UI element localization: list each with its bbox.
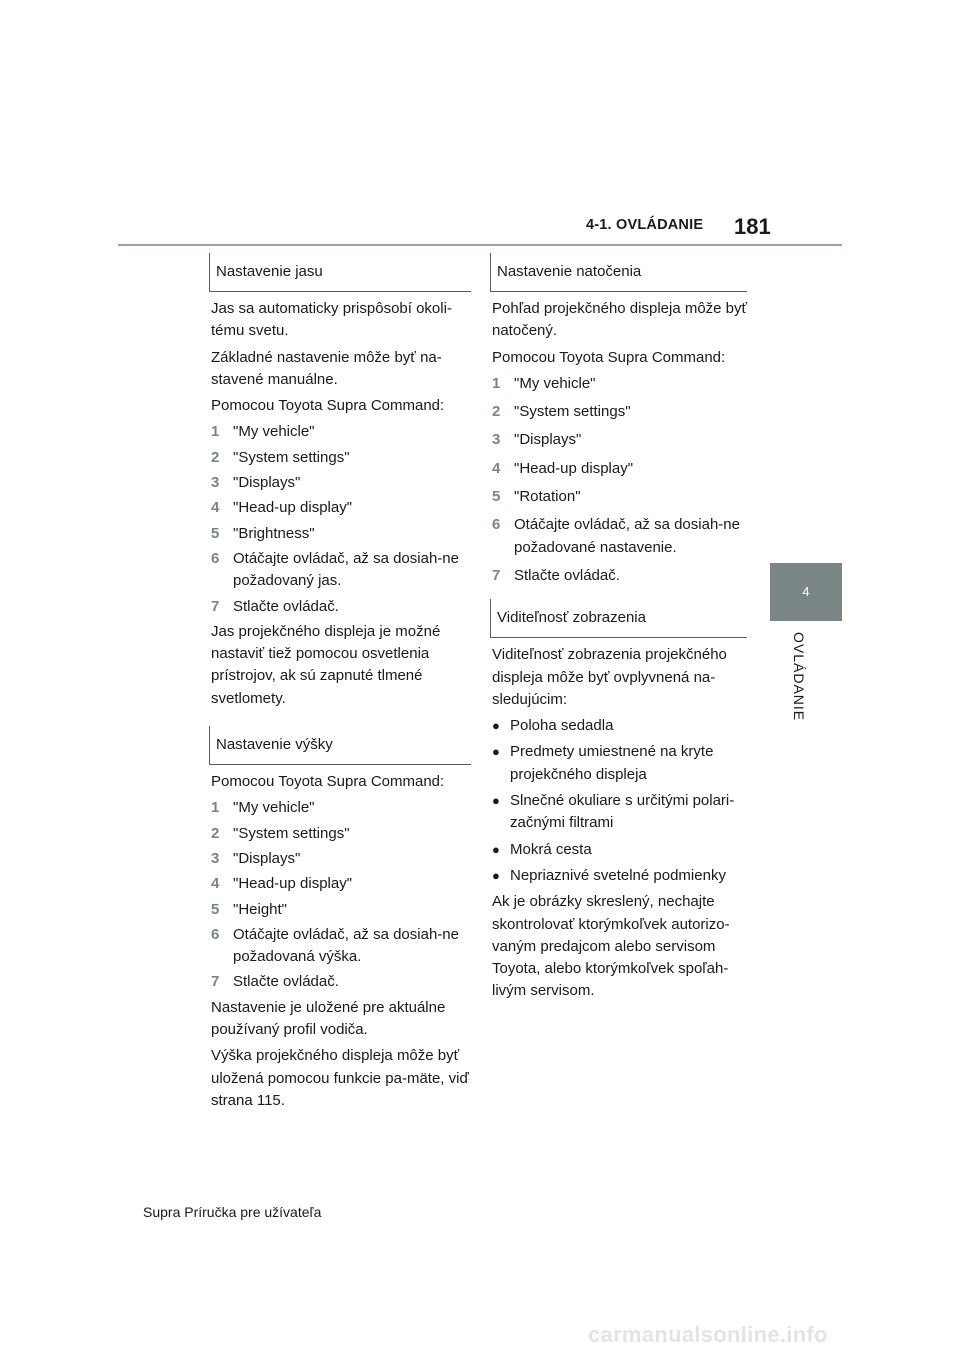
page-number: 181 (734, 214, 771, 239)
step-item (211, 523, 471, 545)
step-item (492, 429, 752, 451)
step-number: 3 (211, 474, 220, 492)
paragraph: Jas projekčného displeja je možné nastaviť tiež pomocou osvetlenia prístrojov, ak sú zapnuté tlmené svetlomety. (211, 622, 441, 707)
step-item (211, 447, 471, 469)
step-item (211, 899, 471, 921)
step-item (211, 497, 471, 519)
bullet-dot-icon: ● (492, 718, 500, 734)
paragraph: Výška projekčného displeja môže byť uložená pomocou funkcie pa-mäte, viď strana 115. (211, 1047, 469, 1109)
step-number: 5 (211, 900, 220, 918)
bullet-dot-icon: ● (492, 867, 500, 883)
step-text: "System settings" (233, 448, 350, 466)
bullet-dot-icon: ● (492, 793, 500, 809)
step-text: "My vehicle" (233, 799, 315, 817)
step-text: Stlačte ovládač. (233, 973, 339, 991)
step-number: 4 (211, 499, 220, 517)
step-item (492, 486, 752, 508)
step-item (211, 873, 471, 895)
step-text: Otáčajte ovládač, až sa dosiah-ne požadovaná výška. (233, 925, 459, 966)
step-text: "Rotation" (514, 488, 581, 506)
step-text: Otáčajte ovládač, až sa dosiah-ne požadované nastavenie. (514, 516, 740, 556)
step-text: Stlačte ovládač. (233, 597, 339, 615)
chapter-title: 4-1. OVLÁDANIE (586, 217, 704, 233)
step-item (211, 797, 471, 819)
step-text: "Head-up display" (233, 875, 353, 893)
step-number: 1 (211, 423, 220, 441)
step-text: "Head-up display" (514, 459, 634, 477)
step-list (211, 421, 471, 617)
header-rule (118, 244, 842, 246)
section-heading-rotation: Nastavenie natočenia (490, 253, 747, 292)
step-number: 4 (211, 875, 220, 893)
step-number: 7 (492, 566, 501, 584)
step-text: "Displays" (233, 849, 301, 867)
bullet-item (492, 715, 752, 737)
step-number: 4 (492, 459, 501, 477)
chapter-side-label: OVLÁDANIE (791, 632, 807, 722)
step-number: 2 (492, 403, 501, 421)
step-item (211, 596, 471, 618)
step-number: 6 (492, 516, 501, 534)
bullet-item (492, 865, 752, 887)
step-number: 2 (211, 448, 220, 466)
step-number: 6 (211, 925, 220, 943)
step-number: 5 (492, 488, 501, 506)
step-number: 7 (211, 597, 220, 615)
step-text: Otáčajte ovládač, až sa dosiah-ne požadovaný jas. (233, 549, 459, 590)
step-item (492, 565, 752, 587)
step-item (211, 848, 471, 870)
bullet-dot-icon: ● (492, 744, 500, 760)
bullet-text: Poloha sedadla (510, 717, 614, 735)
step-list (492, 373, 752, 587)
step-number: 1 (492, 374, 501, 392)
bullet-text: Slnečné okuliare s určitými polari-začnými filtrami (510, 792, 735, 832)
paragraph: Viditeľnosť zobrazenia projekčného displeja môže byť ovplyvnená na-sledujúcim: (492, 646, 727, 708)
bullet-item (492, 741, 752, 786)
step-number: 2 (211, 824, 220, 842)
bullet-text: Predmety umiestnené na kryte projekčného displeja (510, 743, 714, 783)
step-item (492, 373, 752, 395)
step-number: 7 (211, 973, 220, 991)
step-list (211, 797, 471, 993)
paragraph: Ak je obrázky skreslený, nechajte skontrolovať ktorýmkoľvek autorizo-vaným predajcom alebo servisom Toyota, alebo ktorýmkoľvek spoľah-livým servisom. (492, 893, 730, 1000)
section-heading-brightness: Nastavenie jasu (209, 253, 471, 292)
paragraph: Základné nastavenie môže byť na-stavené manuálne. (211, 348, 442, 388)
step-text: "My vehicle" (514, 374, 596, 392)
step-text: "Displays" (233, 474, 301, 492)
step-text: "Displays" (514, 431, 582, 449)
paragraph: Nastavenie je uložené pre aktuálne používaný profil vodiča. (211, 998, 446, 1039)
step-number: 3 (211, 849, 220, 867)
bullet-item (492, 790, 752, 835)
paragraph: Pomocou Toyota Supra Command: (211, 397, 445, 415)
left-column (211, 253, 471, 1116)
paragraph: Pomocou Toyota Supra Command: (211, 773, 445, 791)
step-item (211, 823, 471, 845)
bullet-item (492, 839, 752, 861)
step-item (211, 421, 471, 443)
step-item (211, 971, 471, 993)
step-number: 1 (211, 799, 220, 817)
step-item (211, 472, 471, 494)
paragraph: Pohľad projekčného displeja môže byť natočený. (492, 300, 748, 340)
step-number: 5 (211, 524, 220, 542)
footer-text: Supra Príručka pre užívateľa (143, 1204, 322, 1220)
bullet-list (492, 715, 752, 887)
step-item (211, 924, 471, 969)
step-item (211, 548, 471, 593)
step-item (492, 458, 752, 480)
step-number: 6 (211, 549, 220, 567)
right-column (492, 253, 752, 1007)
section-heading-visibility: Viditeľnosť zobrazenia (490, 599, 747, 638)
paragraph: Pomocou Toyota Supra Command: (492, 348, 726, 366)
step-text: "System settings" (233, 824, 350, 842)
bullet-text: Nepriaznivé svetelné podmienky (510, 866, 726, 884)
step-text: "Head-up display" (233, 499, 353, 517)
step-item (492, 514, 752, 559)
bullet-dot-icon: ● (492, 841, 500, 857)
section-heading-height: Nastavenie výšky (209, 726, 471, 765)
step-text: "System settings" (514, 403, 631, 421)
paragraph: Jas sa automaticky prispôsobí okoli-tému svetu. (211, 300, 452, 340)
bullet-text: Mokrá cesta (510, 840, 592, 858)
step-item (492, 401, 752, 423)
chapter-tab: 4 (770, 563, 842, 621)
step-text: "Brightness" (233, 524, 315, 542)
step-text: "My vehicle" (233, 423, 315, 441)
step-text: "Height" (233, 900, 288, 918)
watermark: carmanualsonline.info (588, 1322, 828, 1347)
step-text: Stlačte ovládač. (514, 566, 620, 584)
step-number: 3 (492, 431, 501, 449)
